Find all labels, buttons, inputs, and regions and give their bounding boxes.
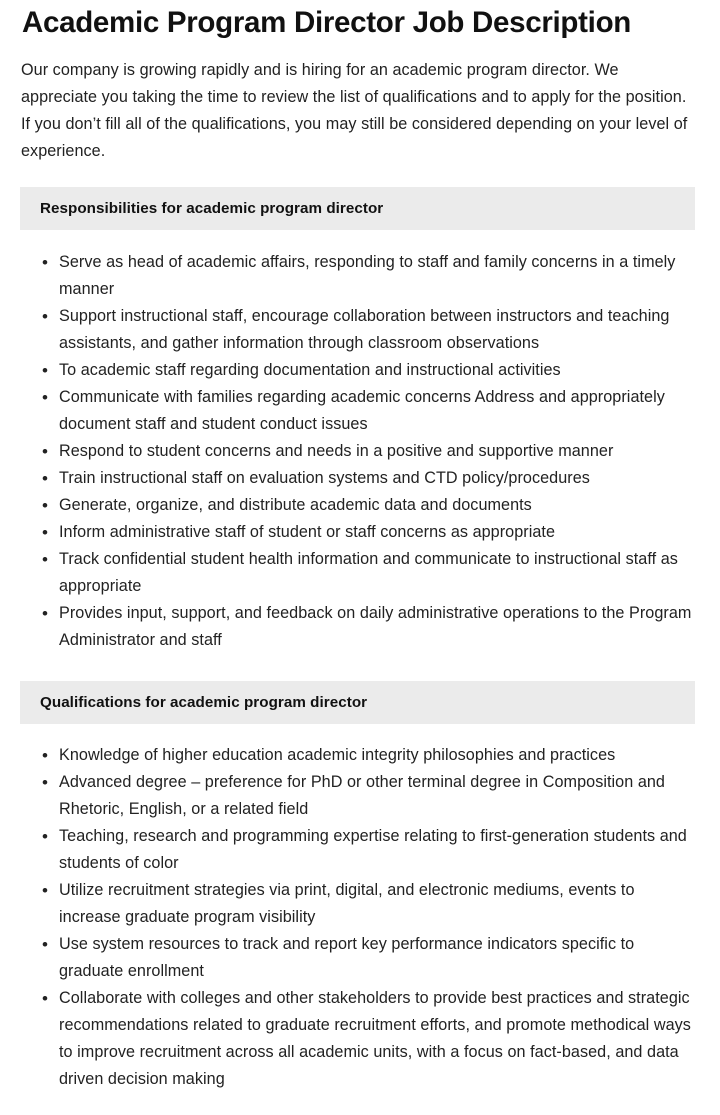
qualifications-section [0, 681, 720, 1093]
bullet-icon: • [42, 746, 49, 765]
list-item [0, 492, 720, 519]
qualifications-section-header: Qualifications for academic program director [20, 681, 695, 724]
list-item-text: Provides input, support, and feedback on daily administrative operations to the Program Administrator and staff [59, 604, 692, 649]
list-item-text: Knowledge of higher education academic integrity philosophies and practices [59, 746, 616, 764]
list-item [0, 438, 720, 465]
list-item-text: To academic staff regarding documentation and instructional activities [59, 361, 561, 379]
list-item [0, 877, 720, 931]
bullet-icon: • [42, 827, 49, 846]
list-item [0, 384, 720, 438]
list-item-text: Respond to student concerns and needs in a positive and supportive manner [59, 442, 614, 460]
list-item [0, 519, 720, 546]
bullet-icon: • [42, 935, 49, 954]
list-item [0, 931, 720, 985]
list-item [0, 357, 720, 384]
bullet-icon: • [42, 773, 49, 792]
responsibilities-list [0, 230, 720, 654]
list-item-text: Serve as head of academic affairs, responding to staff and family concerns in a timely manner [59, 253, 676, 298]
bullet-icon: • [42, 523, 49, 542]
bullet-icon: • [42, 253, 49, 272]
bullet-icon: • [42, 361, 49, 380]
list-item-text: Use system resources to track and report key performance indicators specific to graduate enrollment [59, 935, 635, 980]
bullet-icon: • [42, 604, 49, 623]
list-item-text: Train instructional staff on evaluation systems and CTD policy/procedures [59, 469, 590, 487]
qualifications-list [0, 724, 720, 1093]
page-title: Academic Program Director Job Description [22, 6, 632, 39]
list-item-text: Advanced degree – preference for PhD or other terminal degree in Composition and Rhetoric, English, or a related field [59, 773, 665, 818]
list-item [0, 546, 720, 600]
list-item-text: Track confidential student health information and communicate to instructional staff as appropriate [59, 550, 678, 595]
list-item-text: Inform administrative staff of student or staff concerns as appropriate [59, 523, 556, 541]
list-item [0, 769, 720, 823]
bullet-icon: • [42, 496, 49, 515]
bullet-icon: • [42, 307, 49, 326]
intro-paragraph: Our company is growing rapidly and is hiring for an academic program director. We appreciate you taking the time to review the list of qualifications and to apply for the position. If you don’t fill all of the qualifications, you may still be considered depending on your level of experience. [21, 61, 688, 160]
bullet-icon: • [42, 388, 49, 407]
list-item [0, 465, 720, 492]
responsibilities-section [0, 187, 720, 654]
list-item-text: Teaching, research and programming expertise relating to first-generation students and students of color [59, 827, 687, 872]
list-item-text: Utilize recruitment strategies via print, digital, and electronic mediums, events to increase graduate program visibility [59, 881, 635, 926]
page-bottom-spacer [0, 1093, 720, 1115]
list-item [0, 249, 720, 303]
bullet-icon: • [42, 881, 49, 900]
list-item [0, 823, 720, 877]
list-item [0, 985, 720, 1093]
bullet-icon: • [42, 550, 49, 569]
list-item [0, 600, 720, 654]
list-item-text: Generate, organize, and distribute academic data and documents [59, 496, 532, 514]
responsibilities-section-header: Responsibilities for academic program director [20, 187, 695, 230]
list-item-text: Collaborate with colleges and other stakeholders to provide best practices and strategic recommendations related to graduate recruitment efforts, and promote methodical ways to improve recruitment across all academic units, with a focus on fact-based, and data driven decision making [59, 989, 691, 1088]
bullet-icon: • [42, 989, 49, 1008]
list-item-text: Support instructional staff, encourage collaboration between instructors and teaching assistants, and gather information through classroom observations [59, 307, 670, 352]
list-item [0, 303, 720, 357]
list-item-text: Communicate with families regarding academic concerns Address and appropriately document staff and student conduct issues [59, 388, 665, 433]
bullet-icon: • [42, 442, 49, 461]
list-item [0, 742, 720, 769]
bullet-icon: • [42, 469, 49, 488]
